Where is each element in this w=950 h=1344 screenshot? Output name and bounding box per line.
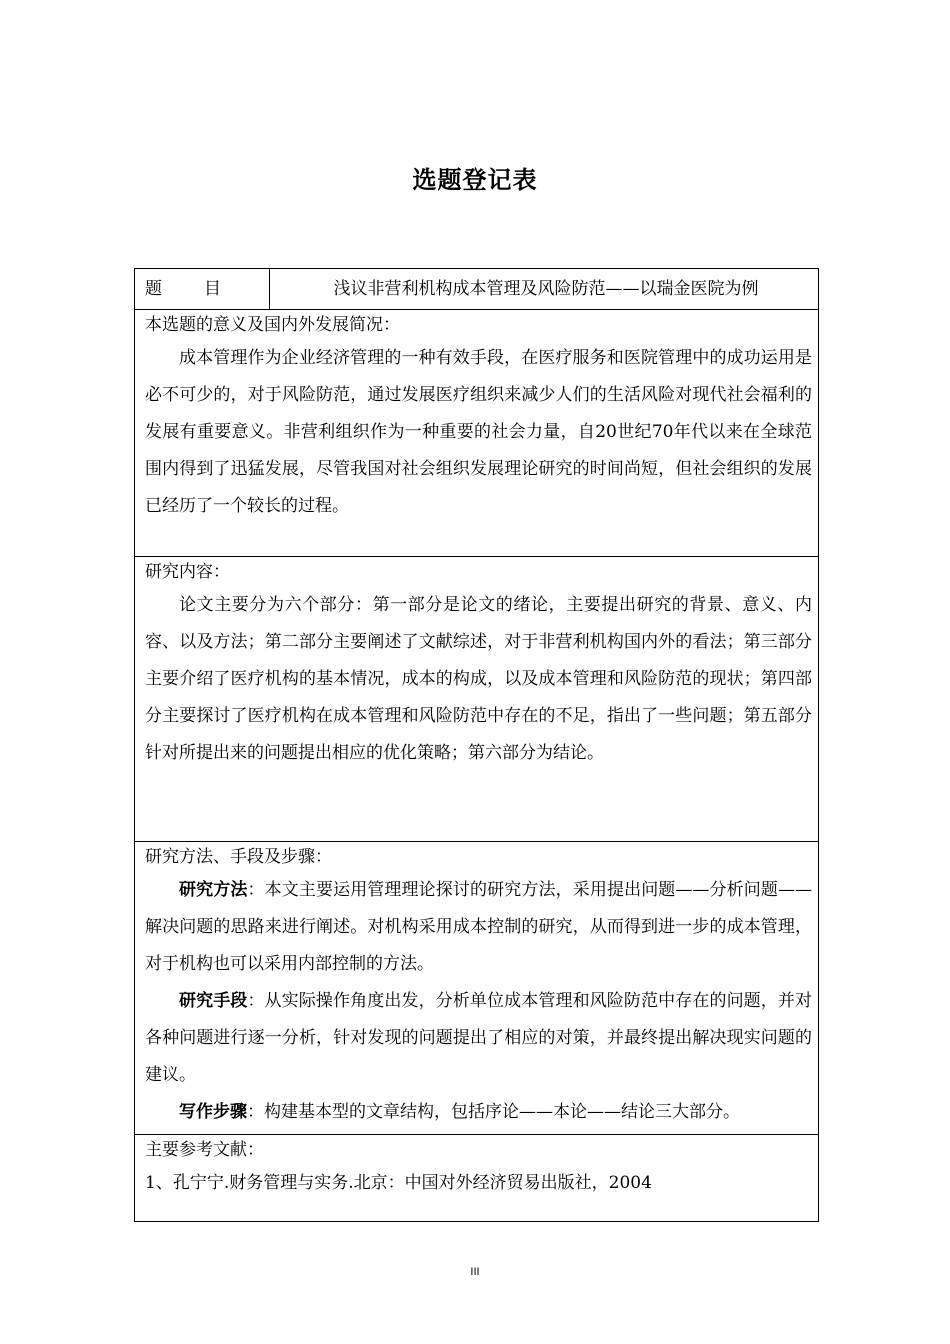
topic-label-char-1: 题 — [145, 279, 162, 299]
methods-row — [135, 842, 819, 1135]
content-heading: 研究内容： — [145, 562, 230, 582]
steps-paragraph — [145, 1094, 812, 1131]
reference-item: 1、孔宁宁.财务管理与实务.北京：中国对外经济贸易出版社，2004 — [145, 1173, 652, 1193]
registration-table — [134, 268, 819, 1222]
significance-cell — [135, 310, 819, 557]
references-row — [135, 1135, 819, 1222]
method-text: ：本文主要运用管理理论探讨的研究方法，采用提出问题——分析问题——解决问题的思路来进行阐述。对机构采用成本控制的研究，从而得到进一步的成本管理，对于机构也可以采用内部控制的方法。 — [145, 880, 813, 974]
content-cell — [135, 557, 819, 842]
references-heading: 主要参考文献： — [145, 1140, 264, 1160]
steps-label: 写作步骤 — [179, 1102, 247, 1122]
method-label: 研究方法 — [179, 880, 248, 900]
content-text: 论文主要分为六个部分：第一部分是论文的绪论，主要提出研究的背景、意义、内容、以及方法；第二部分主要阐述了文献综述，对于非营利机构国内外的看法；第三部分主要介绍了医疗机构的基本情况，成本的构成，以及成本管理和风险防范的现状；第四部分主要探讨了医疗机构在成本管理和风险防范中存在的不足，指出了一些问题；第五部分针对所提出来的问题提出相应的优化策略；第六部分为结论。 — [145, 595, 812, 763]
methods-heading: 研究方法、手段及步骤： — [145, 847, 332, 867]
method-paragraph — [145, 872, 812, 983]
references-cell — [135, 1135, 819, 1222]
significance-text: 成本管理作为企业经济管理的一种有效手段，在医疗服务和医院管理中的成功运用是必不可少的，对于风险防范，通过发展医疗组织来减少人们的生活风险对现代社会福利的发展有重要意义。非营利组织作为一种重要的社会力量，自20世纪70年代以来在全球范围内得到了迅猛发展，尽管我国对社会组织发展理论研究的时间尚短，但社会组织的发展已经历了一个较长的过程。 — [145, 348, 812, 516]
means-paragraph — [145, 983, 812, 1094]
content-row — [135, 557, 819, 842]
methods-cell — [135, 842, 819, 1135]
topic-row — [135, 269, 819, 310]
topic-label-cell — [135, 269, 270, 310]
significance-heading: 本选题的意义及国内外发展简况： — [145, 315, 400, 335]
steps-text: ：构建基本型的文章结构，包括序论——本论——结论三大部分。 — [247, 1102, 740, 1122]
page-number: III — [470, 1266, 480, 1278]
means-label: 研究手段 — [179, 991, 248, 1011]
significance-row — [135, 310, 819, 557]
page-title: 选题登记表 — [412, 165, 538, 194]
topic-label-char-2: 目 — [204, 279, 221, 299]
means-text: ：从实际操作角度出发，分析单位成本管理和风险防范中存在的问题，并对各种问题进行逐一分析，针对发现的问题提出了相应的对策，并最终提出解决现实问题的建议。 — [145, 991, 813, 1085]
topic-value: 浅议非营利机构成本管理及风险防范——以瑞金医院为例 — [270, 269, 819, 310]
